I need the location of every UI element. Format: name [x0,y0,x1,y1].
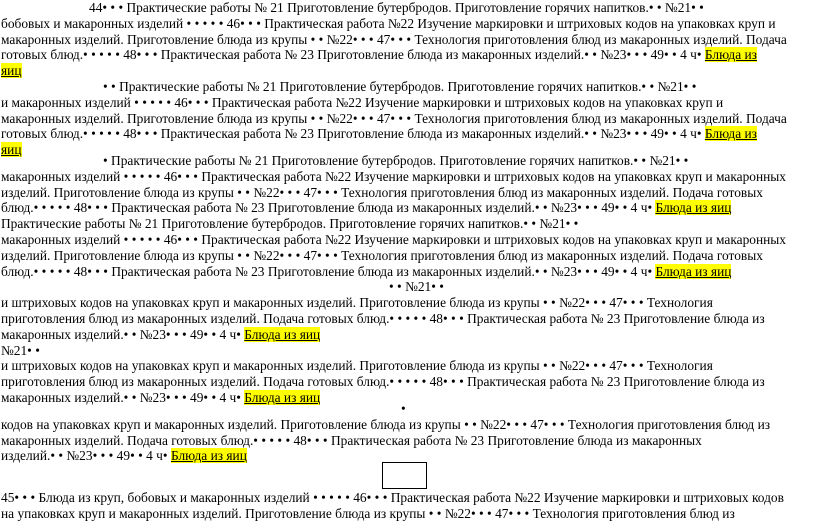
line-text: макаронных изделий. Подача готовых блюд.• • • • • 48• • • Практическая работа № 23 Приготовление блюда из макаронных [1,432,702,448]
text-line [1,169,813,185]
text-line [1,232,813,248]
line-text: кодов на упаковках круп и макаронных изделий. Приготовление блюда из крупы • • №22• • • 47• • • Технология приготовления блюд из [1,416,771,432]
line-text: макаронных изделий • • • • • 46• • • Практическая работа №22 Изучение маркировки и штриховых кодов на упаковках круп и макаронных [1,168,786,184]
highlighted-text: Блюда из яиц [655,263,732,279]
line-text: изделий.• • №23• • • 49• • 4 ч• [1,448,171,464]
line-text: • • Практические работы № 21 Приготовление бутербродов. Приготовление горячих напитков.• • №21• • [103,79,697,94]
text-line [1,374,813,390]
text-block-2 [1,79,813,158]
highlighted-text: Блюда из яиц [244,326,321,342]
line-text: приготовления блюд из макаронных изделий. Подача готовых блюд.• • • • • 48• • • Практическая работа № 23 Приготовление блюда из [1,310,765,326]
line-text: макаронных изделий. Приготовление блюда из крупы • • №22• • • 47• • • Технология приготовления блюд из макаронных изделий. Подача [1,31,787,47]
text-line [1,47,813,63]
text-line [1,343,813,359]
highlighted-text: яиц [1,142,22,158]
text-block-5 [1,490,813,522]
text-line [1,311,813,327]
text-line [1,264,813,280]
text-block-3 [1,153,813,406]
line-text: №21• • [1,342,40,358]
highlighted-text: Блюда из яиц [170,448,247,464]
text-line [1,401,813,417]
line-text: изделий. Приготовление блюда из крупы • • №22• • • 47• • • Технология приготовления блюд из макаронных изделий. Подача готовых [1,247,763,263]
line-text: и штриховых кодов на упаковках круп и макаронных изделий. Приготовление блюда из крупы • • №22• • • 47• • • Технология [1,358,713,374]
line-text: Практические работы № 21 Приготовление бутербродов. Приготовление горячих напитков.• • №21• • [1,216,579,232]
text-line [1,0,813,16]
text-line [1,79,813,95]
text-line [1,185,813,201]
text-line [1,32,813,48]
text-line [1,126,813,142]
text-block-4 [1,401,813,464]
text-line [1,358,813,374]
line-text: приготовления блюд из макаронных изделий. Подача готовых блюд.• • • • • 48• • • Практическая работа № 23 Приготовление блюда из [1,374,765,390]
line-text: макаронных изделий. Приготовление блюда из крупы • • №22• • • 47• • • Технология приготовления блюд из макаронных изделий. Подача [1,110,787,126]
line-text: макаронных изделий.• • №23• • • 49• • 4 ч• [1,389,245,405]
text-line [1,63,813,79]
line-text: изделий. Приготовление блюда из крупы • • №22• • • 47• • • Технология приготовления блюд из макаронных изделий. Подача готовых [1,184,763,200]
line-text: блюд.• • • • • 48• • • Практическая работа № 23 Приготовление блюда из макаронных изделий.• • №23• • • 49• • 4 ч• [1,263,656,279]
line-text: бобовых и макаронных изделий • • • • • 46• • • Практическая работа №22 Изучение маркировки и штриховых кодов на упаковках круп и [1,15,776,31]
highlighted-text: Блюда из [704,47,757,63]
line-text: • • №21• • [389,279,444,295]
line-text: и макаронных изделий • • • • • 46• • • Практическая работа №22 Изучение маркировки и штриховых кодов на упаковках круп и [1,94,724,110]
highlighted-text: яиц [1,63,22,79]
text-line [1,506,813,522]
line-text: готовых блюд.• • • • • 48• • • Практическая работа № 23 Приготовление блюда из макаронных изделий.• • №23• • • 49• • 4 ч• [1,47,705,63]
line-text: • [401,401,406,416]
text-line [1,279,813,295]
text-block-1 [1,0,813,79]
text-line [1,417,813,433]
line-text: готовых блюд.• • • • • 48• • • Практическая работа № 23 Приготовление блюда из макаронных изделий.• • №23• • • 49• • 4 ч• [1,126,705,142]
text-line [1,95,813,111]
line-text: на упаковках круп и макаронных изделий. Приготовление блюда из крупы • • №22• • • 47• • • Технология приготовления блюд из [1,505,735,521]
highlighted-text: Блюда из яиц [655,200,732,216]
line-text: • Практические работы № 21 Приготовление бутербродов. Приготовление горячих напитков.• • №21• • [103,153,689,168]
text-line [1,433,813,449]
text-line [1,327,813,343]
text-line [1,295,813,311]
line-text: 45• • • Блюда из круп, бобовых и макаронных изделий • • • • • 46• • • Практическая работа №22 Изучение маркировки и штриховых кодов [1,490,784,505]
text-line [1,153,813,169]
text-line [1,490,813,506]
line-text: 44• • • Практические работы № 21 Приготовление бутербродов. Приготовление горячих напитков.• • №21• • [89,0,704,15]
line-text: и штриховых кодов на упаковках круп и макаронных изделий. Приготовление блюда из крупы • • №22• • • 47• • • Технология [1,295,713,311]
line-text: блюд.• • • • • 48• • • Практическая работа № 23 Приготовление блюда из макаронных изделий.• • №23• • • 49• • 4 ч• [1,200,656,216]
text-line [1,248,813,264]
text-line [1,16,813,32]
text-line [1,216,813,232]
empty-frame [382,462,427,489]
line-text: макаронных изделий • • • • • 46• • • Практическая работа №22 Изучение маркировки и штриховых кодов на упаковках круп и макаронных [1,231,786,247]
highlighted-text: Блюда из [704,126,757,142]
text-line [1,111,813,127]
text-line [1,200,813,216]
line-text: макаронных изделий.• • №23• • • 49• • 4 ч• [1,326,245,342]
highlighted-text: Блюда из яиц [244,389,321,405]
